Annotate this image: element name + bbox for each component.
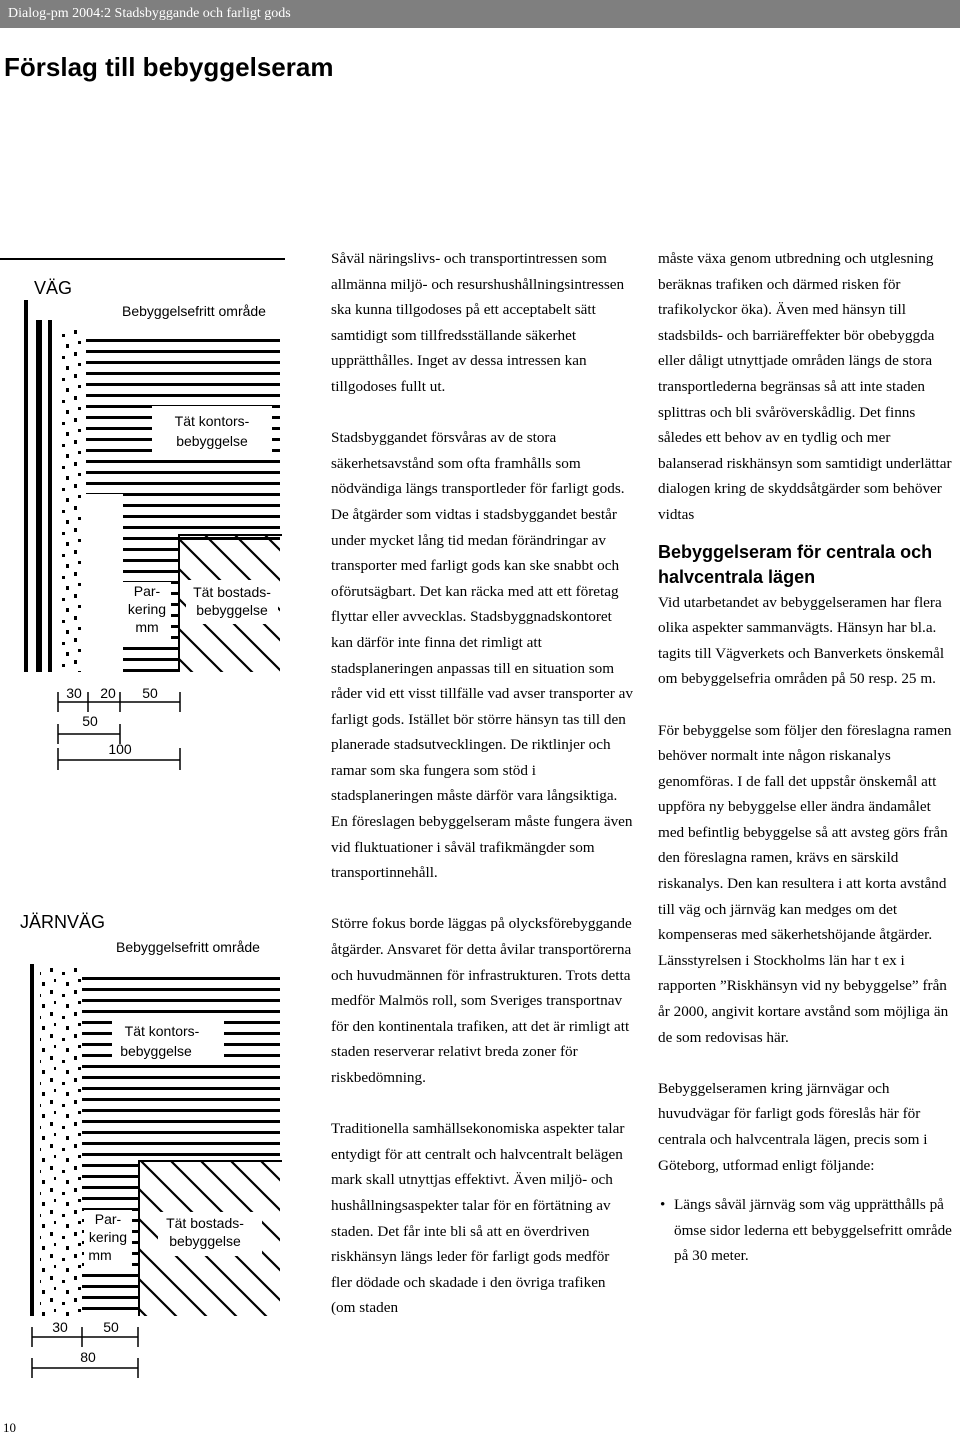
rail-housing-label-2: bebyggelse: [169, 1233, 241, 1249]
road-parking-dots: [62, 328, 84, 672]
page-number: 10: [3, 1420, 16, 1435]
bullet-list: [658, 1192, 958, 1269]
rail-office-label-2: bebyggelse: [120, 1043, 192, 1059]
zone-diagram: [0, 240, 300, 1420]
rail-housing-label-1: Tät bostads-: [166, 1215, 244, 1231]
road-office-label-1: Tät kontors-: [174, 413, 250, 429]
page-title: Förslag till bebyggelseram: [4, 52, 334, 82]
text-column-2: [658, 246, 958, 1269]
running-head: Dialog-pm 2004:2 Stadsbyggande och farligt gods: [0, 0, 960, 28]
col1-paragraph-2: Stadsbyggandet försvåras av de stora säkerhetsavstånd som ofta framhålls som nödvändiga längs transportleder för farligt gods. De åtgärder som vidtas i stadsbyggandet består under mycket lång tid medan förändringar av transporter med farligt gods kan ske snabbt och oförutsägbart. Det kan räcka med att ett företag flyttar eller avvecklas. Stadsbyggnadskontoret kan därför inte finna det rimligt att stadsplaneringen anpassas till en situation som råder vid ett visst tillfälle vad avser transporter av farligt gods. Istället bör större hänsyn tas till den planerade stadsutvecklingen. De riktlinjer och ramar som ska fungera som stöd i stadsplaneringen måste därför vara långsiktiga. En föreslagen bebyggelseram måste fungera även vid fluktuationer i såväl trafikmängder som transportinnehåll.: [331, 429, 633, 882]
col2-paragraph-2: Vid utarbetandet av bebyggelseramen har flera olika aspekter sammanvägts. Hänsyn har bl.a. tagits till Vägverkets och Banverkets önskemål om bebyggelsefria områden på 50 resp. 25 m.: [658, 593, 945, 688]
road-dim-100: 100: [108, 741, 132, 757]
rail-diagram: [20, 912, 282, 1378]
rail-dim-30: 30: [52, 1319, 68, 1335]
road-housing-label-1: Tät bostads-: [193, 584, 271, 600]
col1-paragraph-1: Såväl näringslivs- och transportintressen som allmänna miljö- och resurshushållningsintressen ska kunna tillgodoses på ett acceptabelt sätt samtidigt som tillfredsställande säkerhet upprätthålles. Inget av dessa intressen kan tillgodoses fullt ut.: [331, 250, 625, 395]
col2-paragraph-1: måste växa genom utbredning och utglesning beräknas trafiken och därmed risken för trafikolyckor öka). Även med hänsyn till stadsbilds- och barriäreffekter bör obebyggda eller dåligt utnyttjade områden längs de stora transportlederna begränsas så att inte staden splittras och bli svåröverskådlig. Det finns således ett behov av en tydlig och mer balanserad riskhänsyn som samtidigt underlättar dialogen kring de skyddsåtgärder som behöver vidtas: [658, 250, 952, 523]
col1-paragraph-3: Större fokus borde läggas på olycksförebyggande åtgärder. Ansvaret för detta åvilar transportörerna och huvudmännen för infrastrukturen. Trots detta medför Malmös roll, som Sveriges transportnav för den kontinentala trafiken, att det är rimligt att staden reserverar relativt breda zoner för riskbedömning.: [331, 915, 632, 1086]
road-housing-label-2: bebyggelse: [196, 602, 268, 618]
rail-heading: JÄRNVÄG: [20, 912, 106, 932]
road-parking-label-3: mm: [135, 619, 159, 635]
rail-office-area: [82, 972, 280, 1160]
road-heading: VÄG: [34, 278, 73, 298]
road-dim-50-b: 50: [82, 713, 98, 729]
road-parking-label-2: kering: [127, 601, 167, 617]
rail-dim-50: 50: [103, 1319, 119, 1335]
road-parking-label-1: Par-: [133, 583, 161, 599]
rail-parking-dots: [62, 966, 82, 1316]
section-heading: Bebyggelseram för centrala och halvcentrala lägen: [658, 541, 933, 587]
road-dim-20: 20: [100, 685, 116, 701]
road-office-label-2: bebyggelse: [176, 433, 248, 449]
road-edge-line: [24, 300, 28, 672]
road-dim-50-a: 50: [142, 685, 158, 701]
col2-paragraph-3: För bebyggelse som följer den föreslagna ramen behöver normalt inte någon riskanalys genomföras. I de fall det uppstår önskemål att uppföra ny bebyggelse eller ändra ändamålet med befintlig bebyggelse så att avsteg görs från den föreslagna ramen, krävs en särskild riskanalys. Den kan resultera i att korta avstånd till väg och järnväg kan medges om det kompenseras med säkerhetshöjande åtgärder. Länsstyrelsen i Stockholms län har t ex i rapporten ”Riskhänsyn vid ny bebyggelse” från år 2000, angivit kortare avstånd som möjliga än de som redovisas här.: [658, 721, 952, 1046]
col1-paragraph-4: Traditionella samhällsekonomiska aspekter talar entydigt för att centralt och halvcentralt belägen mark skall utnyttjas effektivt. Även miljö- och hushållningsaspekter talar för en förtätning av staden. Det får inte bli så att en överdriven riskhänsyn längs leder för farligt gods medför fler dödade och skadade i den övriga trafiken (om staden: [331, 1120, 625, 1317]
rail-parking-label-1: Par-: [94, 1211, 122, 1227]
road-dimensions: [58, 692, 180, 770]
text-column-1: [331, 246, 633, 1347]
road-dim-30: 30: [66, 685, 82, 701]
rail-parking-label-3: mm: [88, 1247, 112, 1263]
rail-free-zone-label: Bebyggelsefritt område: [116, 939, 260, 955]
rail-edge-line: [30, 964, 34, 1316]
bullet-item: • Längs såväl järnväg som väg upprätthålls på ömse sidor lederna ett bebyggelsefritt område på 30 meter.: [674, 1192, 958, 1269]
rail-parking-label-2: kering: [88, 1229, 128, 1245]
road-free-zone-label: Bebyggelsefritt område: [122, 303, 266, 319]
rail-office-label-1: Tät kontors-: [124, 1023, 200, 1039]
road-diagram: [0, 258, 285, 770]
col2-paragraph-4: Bebyggelseramen kring järnvägar och huvudvägar för farligt gods föreslås här för centrala och halvcentrala lägen, precis som i Göteborg, utformad enligt följande:: [658, 1079, 928, 1174]
rail-dim-80: 80: [80, 1349, 96, 1365]
